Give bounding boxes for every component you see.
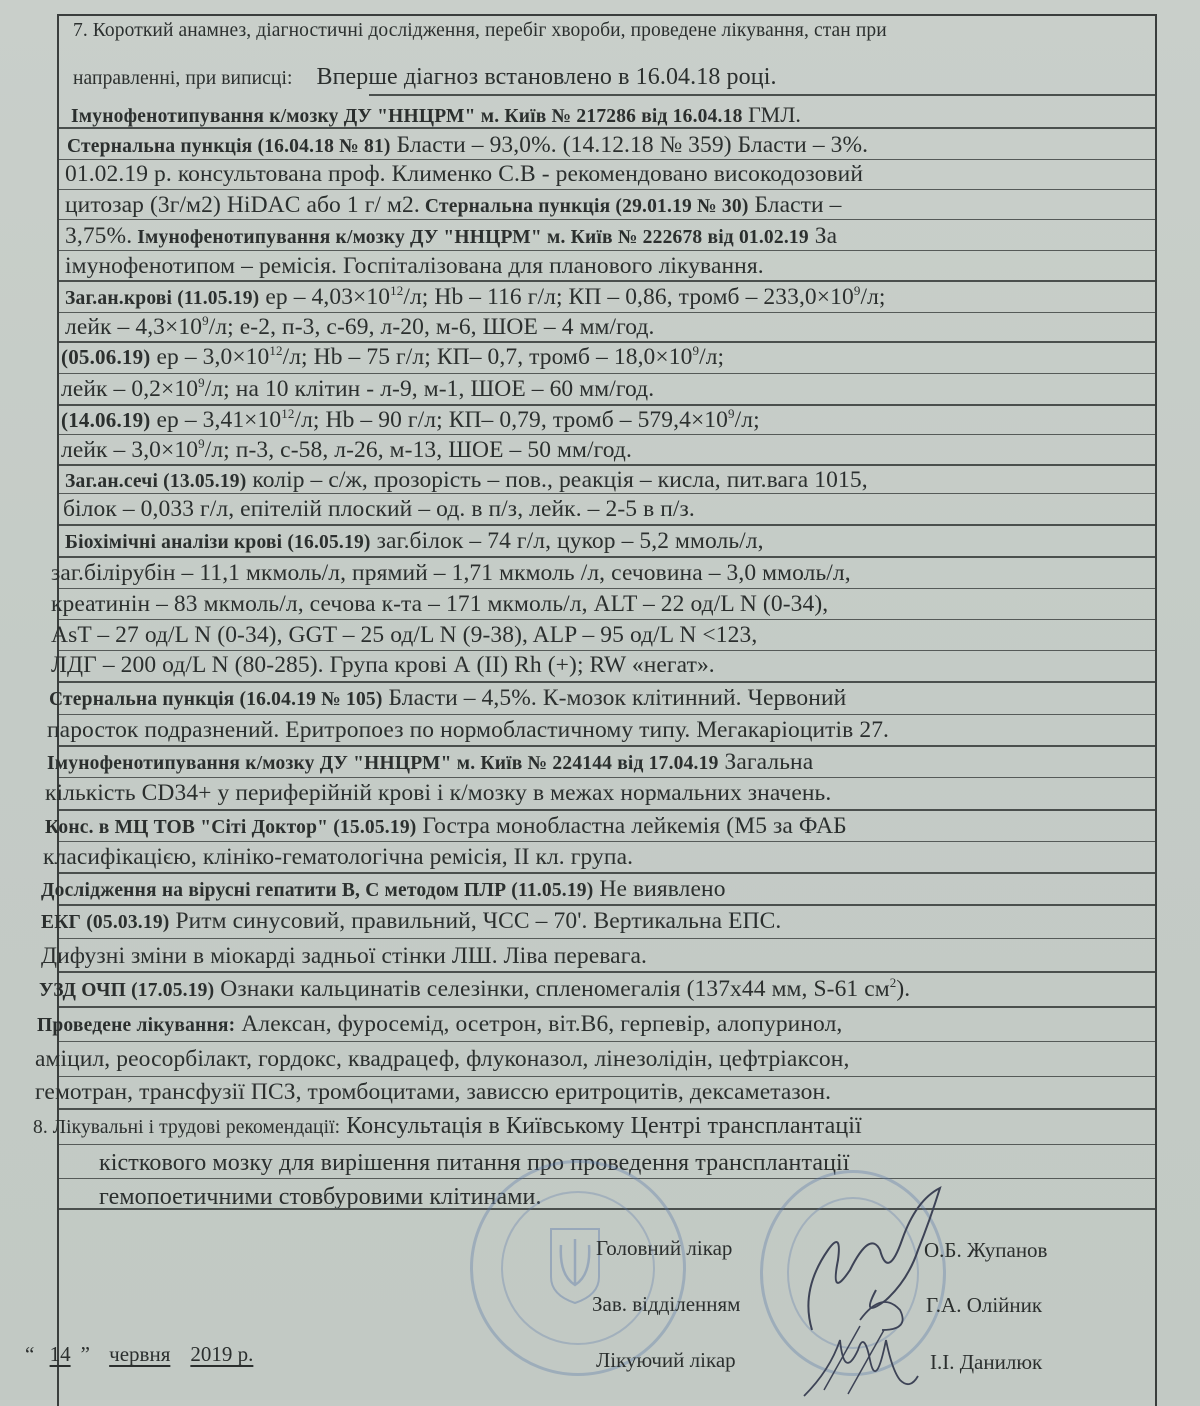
date-month: червня bbox=[109, 1342, 171, 1366]
blood-value: /л; Hb – 90 г/л; КП– 0,79, тромб – 579,4×10 bbox=[294, 407, 729, 433]
exponent: 9 bbox=[692, 343, 700, 359]
blood-value: лейк – 0,2×10 bbox=[61, 376, 199, 402]
rule bbox=[59, 434, 1155, 435]
exponent: 9 bbox=[202, 313, 209, 329]
rule bbox=[59, 745, 1155, 747]
exponent: 12 bbox=[269, 343, 283, 359]
section-8-line-1 bbox=[33, 1113, 1155, 1140]
biochem-value: заг.білок – 74 г/л, цукор – 5,2 ммоль/л, bbox=[370, 528, 764, 554]
official-stamp-left bbox=[470, 1160, 686, 1376]
consult-2-label: Конс. в МЦ ТОВ "Сіті Доктор" (15.05.19) bbox=[45, 817, 417, 838]
blood-value: /л; bbox=[734, 407, 760, 433]
immuno-1-result: ГМЛ. bbox=[742, 102, 801, 127]
rule bbox=[59, 464, 1155, 466]
rule bbox=[59, 588, 1155, 589]
exponent: 9 bbox=[198, 436, 205, 452]
rule bbox=[59, 1108, 1155, 1110]
treatment-line-2 bbox=[35, 1046, 1155, 1073]
immuno-2-label: Імунофенотипування к/мозку ДУ "ННЦРМ" м. Київ № 222678 від 01.02.19 bbox=[132, 227, 809, 248]
rule bbox=[59, 872, 1155, 874]
section-7-title bbox=[73, 20, 1155, 42]
blood-test-line-3 bbox=[61, 344, 1155, 371]
biochem-value: AsT – 27 од/L N (0-34), GGT – 25 од/L N (9-38), ALP – 95 од/L N <123, bbox=[51, 622, 758, 648]
rule bbox=[59, 127, 1155, 129]
blood-value: лейк – 3,0×10 bbox=[61, 437, 199, 463]
blood-value: лейк – 4,3×10 bbox=[65, 314, 203, 340]
rule bbox=[59, 650, 1155, 651]
immuno-3-line-2 bbox=[45, 780, 1155, 807]
immuno-line-1 bbox=[71, 102, 1155, 129]
document-date bbox=[25, 1342, 253, 1367]
consult-2-value: Гостра монобластна лейкемія (М5 за ФАБ bbox=[416, 813, 847, 839]
signature-role-chief: Головний лікар bbox=[596, 1236, 733, 1260]
urine-line-2 bbox=[63, 496, 1155, 523]
rule bbox=[59, 189, 1155, 190]
rule bbox=[59, 312, 1155, 313]
hidac-line bbox=[65, 192, 1155, 219]
blood-test-line-6 bbox=[61, 437, 1155, 464]
treatment-value: гемотран, трансфузії ПСЗ, тромбоцитами, зависсю еритроцитів, дексаметазон. bbox=[35, 1079, 832, 1105]
immuno-3-value: Загальна bbox=[718, 749, 814, 775]
rule bbox=[59, 493, 1155, 494]
urine-value: білок – 0,033 г/л, епітелій плоский – од. в п/з, лейк. – 2-5 в п/з. bbox=[63, 496, 695, 522]
ultrasound-label: УЗД ОЧП (17.05.19) bbox=[39, 980, 215, 1001]
treatment-value: Алексан, фуросемід, осетрон, віт.В6, герпевір, алопуринол, bbox=[235, 1011, 843, 1037]
ecg-line-1 bbox=[41, 908, 1155, 935]
blood-test-line-2 bbox=[65, 314, 1155, 341]
rule bbox=[59, 404, 1155, 406]
section-8-value: гемопоетичними стовбуровими клітинами. bbox=[99, 1184, 542, 1210]
blood-value: /л; е-2, п-3, с-69, л-20, м-6, ШОЕ – 4 мм/год. bbox=[208, 314, 655, 340]
date-day: 14 bbox=[49, 1342, 71, 1366]
sternal-2-label: Стернальна пункція (29.01.19 № 30) bbox=[419, 196, 749, 217]
rule bbox=[59, 524, 1155, 526]
immuno-3-label: Імунофенотипування к/мозку ДУ "ННЦРМ" м. Київ № 224144 від 17.04.19 bbox=[47, 753, 719, 774]
biochem-line-2 bbox=[51, 560, 1155, 587]
rule bbox=[59, 373, 1155, 374]
ultrasound-value-end: ). bbox=[896, 976, 911, 1002]
sternal-1-result: Бласти – 93,0%. (14.12.18 № 359) Бласти – 3%. bbox=[390, 132, 869, 158]
date-open-quote: “ bbox=[25, 1342, 35, 1366]
blood-value: /л; bbox=[860, 284, 886, 310]
blood-test-label: Заг.ан.крові (11.05.19) bbox=[65, 288, 260, 309]
signature-name-chief: О.Б. Жупанов bbox=[924, 1238, 1048, 1262]
sternal-line-1 bbox=[67, 132, 1155, 159]
section-8-value: кісткового мозку для вирішення питання про проведення трансплантації bbox=[99, 1150, 850, 1176]
urine-value: колір – с/ж, прозорість – пов., реакція – кисла, пит.вага 1015, bbox=[246, 467, 868, 493]
rule bbox=[59, 1076, 1155, 1077]
exponent: 9 bbox=[728, 406, 735, 422]
signature-role-head: Зав. відділенням bbox=[592, 1292, 741, 1316]
blood-value: /л; bbox=[699, 344, 725, 370]
exponent: 2 bbox=[889, 975, 897, 991]
exponent: 12 bbox=[281, 406, 295, 422]
rule bbox=[59, 938, 1155, 939]
consult-2-line-1 bbox=[45, 813, 1155, 840]
rule bbox=[59, 1006, 1155, 1008]
rule bbox=[59, 904, 1155, 906]
immuno-3-value: кількість CD34+ у периферійній крові і к/мозку в межах нормальних значень. bbox=[45, 780, 832, 806]
hepatitis-label: Дослідження на вірусні гепатити В, С методом ПЛР (11.05.19) bbox=[41, 880, 594, 901]
hepatitis-value: Не виявлено bbox=[593, 876, 726, 902]
signature-name-attending: І.І. Данилюк bbox=[930, 1350, 1043, 1374]
exponent: 9 bbox=[853, 283, 861, 299]
rule bbox=[59, 250, 1155, 251]
discharge-value: Вперше діагноз встановлено в 16.04.18 році. bbox=[316, 64, 777, 90]
section-8-label: 8. Лікувальні і трудові рекомендації: bbox=[33, 1117, 341, 1138]
rule bbox=[59, 280, 1155, 282]
sternal-3-label: Стернальна пункція (16.04.19 № 105) bbox=[49, 689, 383, 710]
biochem-value: заг.білірубін – 11,1 мкмоль/л, прямий – 1,71 мкмоль /л, сечовина – 3,0 ммоль/л, bbox=[51, 560, 851, 586]
signature-role-attending: Лікуючий лікар bbox=[596, 1348, 736, 1372]
biochem-label: Біохімічні аналізи крові (16.05.19) bbox=[65, 532, 371, 553]
exponent: 9 bbox=[198, 375, 205, 391]
remission-line bbox=[65, 253, 1155, 280]
rule bbox=[59, 809, 1155, 811]
ecg-value: Дифузні зміни в міокарді задньої стінки ЛШ. Ліва перевага. bbox=[41, 943, 647, 969]
blood-value: /л; Hb – 75 г/л; КП– 0,7, тромб – 18,0×10 bbox=[282, 344, 693, 370]
rule bbox=[369, 94, 1155, 96]
rule bbox=[59, 341, 1155, 343]
biochem-line-3 bbox=[51, 591, 1155, 618]
consult-line-1 bbox=[65, 161, 1155, 188]
ultrasound-line bbox=[39, 976, 1155, 1003]
biochem-line-5 bbox=[51, 652, 1155, 679]
treatment-line-1 bbox=[37, 1011, 1155, 1038]
sternal-3-value: Бласти – 4,5%. К-мозок клітинний. Червоний bbox=[382, 685, 847, 711]
blood-value: /л; Hb – 116 г/л; КП – 0,86, тромб – 233,0×10 bbox=[403, 284, 854, 310]
ultrasound-value: Ознаки кальцинатів селезінки, спленомегалія (137x44 мм, S-61 см bbox=[214, 976, 890, 1002]
blood-value: /л; п-3, с-58, л-26, м-13, ШОЕ – 50 мм/год. bbox=[204, 437, 632, 463]
exponent: 12 bbox=[390, 283, 404, 299]
consult-klymenko-text: 01.02.19 р. консультована проф. Клименко С.В - рекомендовано високодозовий bbox=[65, 161, 864, 187]
rule bbox=[59, 777, 1155, 778]
blood-value: ер – 4,03×10 bbox=[259, 284, 391, 310]
signature-name-head: Г.А. Олійник bbox=[926, 1293, 1043, 1317]
sternal-3-value: паросток подразнений. Еритропоез по нормобластичному типу. Мегакаріоцитів 27. bbox=[47, 717, 890, 743]
remission-text: імунофенотипом – ремісія. Госпіталізована для планового лікування. bbox=[65, 253, 764, 279]
rule bbox=[59, 714, 1155, 715]
section-7-title-text: 7. Короткий анамнез, діагностичні дослідження, перебіг хвороби, проведене лікування, стан при bbox=[73, 20, 887, 41]
hidac-text: цитозар (3г/м2) HiDAC або 1 г/ м2. bbox=[65, 192, 420, 218]
treatment-label: Проведене лікування: bbox=[37, 1015, 236, 1036]
blood-test-line-1 bbox=[65, 284, 1155, 311]
rule bbox=[59, 556, 1155, 558]
rule bbox=[59, 159, 1155, 160]
treatment-value: аміцил, реосорбілакт, гордокс, квадрацеф, флуконазол, лінезолідін, цефтріаксон, bbox=[35, 1046, 850, 1072]
section-8-value: Консультація в Київському Центрі трансплантації bbox=[340, 1113, 862, 1139]
ecg-value: Ритм синусовий, правильний, ЧСС – 70'. Вертикальна ЕПС. bbox=[169, 908, 782, 934]
blood-test-line-4 bbox=[61, 376, 1155, 403]
urine-label: Заг.ан.сечі (13.05.19) bbox=[65, 471, 247, 492]
blood-test-date: (14.06.19) bbox=[61, 408, 151, 432]
rule bbox=[59, 619, 1155, 620]
blasts-value: 3,75%. bbox=[65, 223, 133, 249]
biochem-value: ЛДГ – 200 од/L N (80-285). Група крові А (II) Rh (+); RW «негат». bbox=[51, 652, 715, 678]
blood-value: ер – 3,0×10 bbox=[150, 344, 270, 370]
blood-test-date: (05.06.19) bbox=[61, 345, 151, 369]
sternal-3-line-2 bbox=[47, 717, 1155, 744]
urine-line-1 bbox=[65, 467, 1155, 494]
treatment-line-3 bbox=[35, 1079, 1155, 1106]
rule bbox=[59, 219, 1155, 220]
ecg-label: ЕКГ (05.03.19) bbox=[41, 912, 170, 933]
biochem-value: креатинін – 83 мкмоль/л, сечова к-та – 171 мкмоль/л, ALT – 22 од/L N (0-34), bbox=[51, 591, 829, 617]
blood-value: ер – 3,41×10 bbox=[150, 407, 282, 433]
immuno-3-line-1 bbox=[47, 749, 1155, 776]
rule bbox=[59, 1041, 1155, 1042]
date-year: 2019 р. bbox=[190, 1342, 254, 1366]
handwritten-signature-chief-icon bbox=[790, 1180, 960, 1340]
biochem-line-1 bbox=[65, 528, 1155, 555]
biochem-line-4 bbox=[51, 622, 1155, 649]
rule bbox=[59, 1144, 1155, 1145]
rule bbox=[59, 971, 1155, 973]
sternal-3-line-1 bbox=[49, 685, 1155, 712]
immuno-line-2 bbox=[65, 223, 1155, 250]
rule bbox=[59, 841, 1155, 842]
rule bbox=[59, 681, 1155, 683]
date-close-quote: ” bbox=[80, 1342, 90, 1366]
immuno-1-label: Імунофенотипування к/мозку ДУ "ННЦРМ" м. Київ № 217286 від 16.04.18 bbox=[71, 106, 743, 127]
immuno-2-result: За bbox=[808, 223, 838, 249]
consult-2-value: класифікацією, клініко-гематологічна ремісія, II кл. група. bbox=[43, 844, 634, 870]
blood-test-line-5 bbox=[61, 407, 1155, 434]
sternal-1-label: Стернальна пункція (16.04.18 № 81) bbox=[67, 136, 391, 157]
handwritten-signature-attending-icon bbox=[800, 1320, 930, 1400]
section-7-discharge-line bbox=[73, 64, 1155, 91]
consult-2-line-2 bbox=[43, 844, 1155, 871]
blood-value: /л; на 10 клітин - л-9, м-1, ШОЕ – 60 мм/год. bbox=[204, 376, 655, 402]
discharge-label: направленні, при виписці: bbox=[73, 68, 293, 89]
hepatitis-line bbox=[41, 876, 1155, 903]
ecg-line-2 bbox=[41, 943, 1155, 970]
sternal-2-result: Бласти – bbox=[748, 192, 842, 218]
